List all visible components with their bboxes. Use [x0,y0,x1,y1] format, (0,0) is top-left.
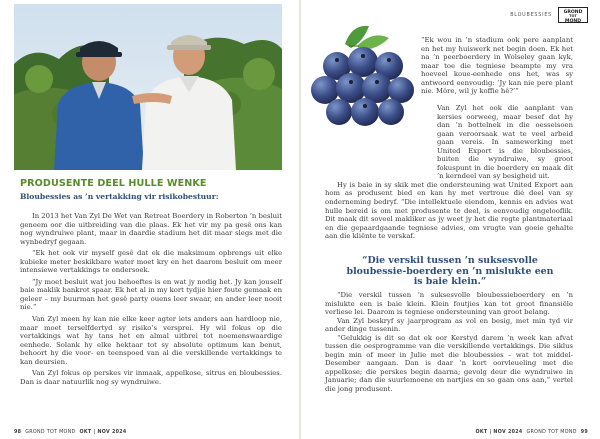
logo-line: TOT [569,14,577,18]
paragraph: Hy is baie in sy skik met die ondersteuning wat United Export aan hom as produsent bied en kan hy met vertroue dié deel van sy onderneming bedryf. “Die intellektuele eiendom, kennis en advies wat hulle bereid is om met produsente te deel, is eenvoudig ongelooflik. Dit maak dit soveel makliker as jy weet jy het die regte plantmateriaal en die gepaardgaande tegniese advies, om vrugte van goeie gehalte aan die kliënte te verskaf. [325,180,573,241]
magazine-logo [558,7,588,23]
paragraph: “Ek wou in ’n stadium ook pere aanplant en het my huiswerk net begin doen. Ek het na ’n peerboerdery in Wolseley gaan kyk, maar toe die tegniese beampte my vra hoeveel koue-eenhede ons het, was sy antwoord eenvoudig: ‘Jy kan nie pere plant nie. Môre, wil jy koffie hê?’” [421,36,573,96]
issue-label: OKT | NOV 2024 [475,430,523,435]
pull-quote: “Die verskil tussen ’n suksesvolle bloubessie-boerdery en ’n mislukte een is baie klein.” [346,255,554,288]
headline: PRODUSENTE DEEL HULLE WENKE [20,178,207,189]
paragraph: Van Zyl fokus op perskes vir inmaak, appelkose, sitrus en bloubessies. Dan is daar natuurlik nog sy wyndruiwe. [20,369,282,386]
right-top-text [421,36,573,96]
paragraph: Van Zyl meen hy kan nie elke keer agter iets anders aan hardloop nie, maar moet terselfdertyd sy risiko’s versprei. Hy wil fokus op die vertakkings wat hy tans het en almal uitbrei tot noemenswaardige eenhede. Solank hy elke hektaar tot sy absolute optimum kan benut, behoort hy die voor- en teenspoed van al die verskillende vertakkings te kan deursien. [20,315,282,366]
farmers-photo [14,4,282,170]
paragraph: Van Zyl beskryf sy jaarprogram as vol en besig, met min tyd vir ander dinge tussenin. [325,316,573,334]
left-page [0,0,299,439]
right-lower-text [325,291,573,394]
paragraph: In 2013 het Van Zyl De Wet van Retreat Boerdery in Roberton ’n besluit geneem oor die uitbreiding van die plaas. Ek het vir my pa gesê ons kan nog wyndruiwe plant, maar in daardie stadium het dit maar slegs met die wynbedryf gegaan. [20,212,282,246]
section-label: BLOUBESSIES [510,13,552,18]
issue-label: OKT | NOV 2024 [79,430,127,435]
page-number: 98 [14,430,22,435]
magazine-name: GROND TOT MOND [25,430,76,435]
paragraph: Van Zyl het ook die aanplant van kersies oorweeg, maar besef dat hy dan ’n bottelnek in die oesseisoen gaan veroorsaak wat te veel arbeid gaan vereis. In samewerking met United Export is die bloubessies, buiten die wyndruiwe, sy groot fokuspunt in die boerdery en maak dit ’n kerndeel van sy besigheid uit. [437,104,573,181]
page-number: 99 [580,430,588,435]
magazine-name: GROND TOT MOND [526,430,577,435]
logo-line: MOND [564,18,582,24]
left-paragraphs [20,212,282,386]
right-page [301,0,600,439]
paragraph: “Die verskil tussen ’n suksesvolle bloubessieboerdery en ’n mislukte een is baie klein. Klein foutjies kan tot groot finansiële verliese lei. Daarom is tegniese ondersteuning van groot belang. [325,291,573,317]
paragraph: ”Jy moet besluit wat jou behoeftes is en wat jy nodig het. Jy kan jouself baie maklik bankrot spaar. Ek het al in my kort tydjie hier foute gemaak en geleer – my buurman het gesê party ouens leer swaar, en ander leer nooit nie.” [20,277,282,312]
paragraph: “Ek het ook vir myself gesê dat ek die maksimum opbrengs uit elke kubieke meter beskikbare water moet kry en het daarom besluit om meer intensiewe vertakkings te ondersoek. [20,249,282,275]
right-footer [475,430,588,435]
intro-line: Bloubessies as ’n vertakking vir risikobestuur: [20,192,219,201]
logo-line: GROND [563,10,583,15]
paragraph: “Gelukkig is dit so dat ek oor Kerstyd darem ’n week kan afvat tussen die oesprogramme van die verskillende vertakkings. Die siklus begin min of meer in Julie met die bloubessies – wat tot middel-Desember aangaan. Dan is daar ’n kort oorvleueling met die appelkose; die perskes begin daarna; gevolg deur die wyndruiwe in Januarie; dan die suurlemoene en nartjies en so gaan ons aan,” vertel die jong produsent. [325,333,573,394]
left-article-body [20,178,282,389]
left-footer [14,430,127,435]
right-mid-text [325,104,573,241]
